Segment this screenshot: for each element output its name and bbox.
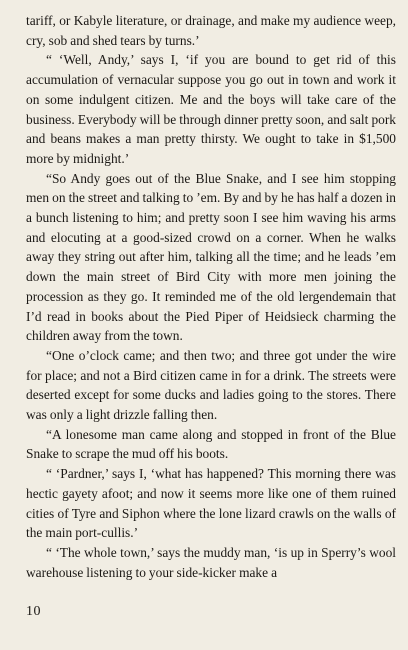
paragraph-continuation: tariff, or Kabyle literature, or drainage, and make my audience weep, cry, sob and shed tears by turns.’ <box>26 13 396 48</box>
paragraph-andy-goes-out: “So Andy goes out of the Blue Snake, and I see him stopping men on the street and talking to ’em. By and by he has half a dozen in a bunch listening to him; and pretty soon I see him waving his arms and elocuting at a good-sized crowd on a corner. When he walks away they string out after him, talking all the time; and he leads ’em down the main street of Bird City with more men joining the procession as they go. It reminded me of the old lergendemain that I’d read in books about the Pied Piper of Heidsieck charming the children away from the town. <box>26 170 396 344</box>
paragraph-one-oclock: “One o’clock came; and then two; and three got under the wire for place; and not a Bird citizen came in for a drink. The streets were deserted except for some ducks and ladies going to the stores. There was only a light drizzle falling then. <box>26 347 396 423</box>
paragraph-whole-town: “ ‘The whole town,’ says the muddy man, ‘is up in Sperry’s wool warehouse listening to your side-kicker make a <box>26 544 396 580</box>
paragraph-lonesome-man: “A lonesome man came along and stopped in front of the Blue Snake to scrape the mud off his boots. <box>26 426 396 462</box>
paragraph-pardner: “ ‘Pardner,’ says I, ‘what has happened? This morning there was hectic gayety afoot; and now it seems more like one of them ruined cities of Tyre and Siphon where the lone lizard crawls on the walls of the main port-cullis.’ <box>26 466 396 541</box>
paragraph-andy-speech: “ ‘Well, Andy,’ says I, ‘if you are bound to get rid of this accumulation of vernacular suppose you go out in town and work it on some indulgent citizen. Me and the boys will take care of the business. Everybody will be through dinner pretty soon, and salt pork and beans makes a man pretty thirsty. We ought to take in $1,500 more by midnight.’ <box>26 52 396 166</box>
page-number: 10 <box>26 604 41 619</box>
